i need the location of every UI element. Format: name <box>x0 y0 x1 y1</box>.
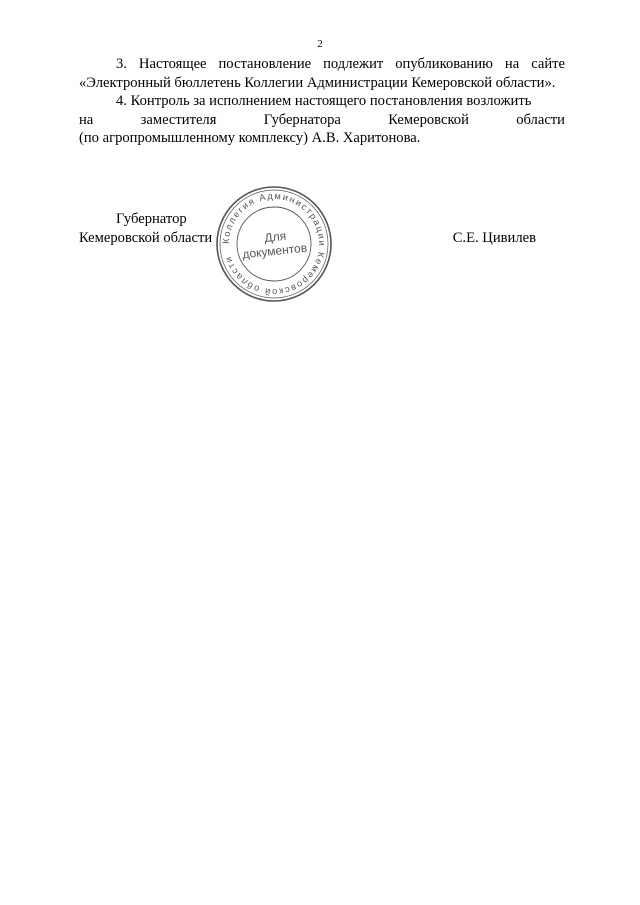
signer-name: С.Е. Цивилев <box>452 229 536 246</box>
paragraph-4 <box>79 92 565 111</box>
seal-center-text: документов <box>241 240 308 262</box>
official-seal-stamp <box>214 184 334 304</box>
seal-center-text: Для <box>263 228 287 245</box>
paragraph-4-word: на <box>79 111 94 128</box>
page-number: 2 <box>317 38 323 50</box>
document-body <box>79 55 565 148</box>
paragraph-4-word: заместителя <box>140 111 217 128</box>
paragraph-4-word: области <box>516 111 565 128</box>
paragraph-4-first-line: 4. Контроль за исполнением настоящего постановления возложить <box>116 93 532 109</box>
paragraph-3 <box>79 55 565 92</box>
signer-title: Губернатор <box>116 211 187 227</box>
paragraph-4-word: Кемеровской <box>388 111 469 128</box>
paragraph-4-second-line <box>79 111 565 130</box>
signer-region: Кемеровской области <box>79 229 213 246</box>
paragraph-3-text: 3. Настоящее постановление подлежит опубликованию на сайте «Электронный бюллетень Коллегии Администрации Кемеровской области». <box>79 56 565 91</box>
paragraph-4-last-line: (по агропромышленному комплексу) А.В. Харитонова. <box>79 130 421 146</box>
seal-ring-text: Коллегия Администрации Кемеровской области <box>220 190 328 298</box>
paragraph-4-word: Губернатора <box>263 111 341 128</box>
